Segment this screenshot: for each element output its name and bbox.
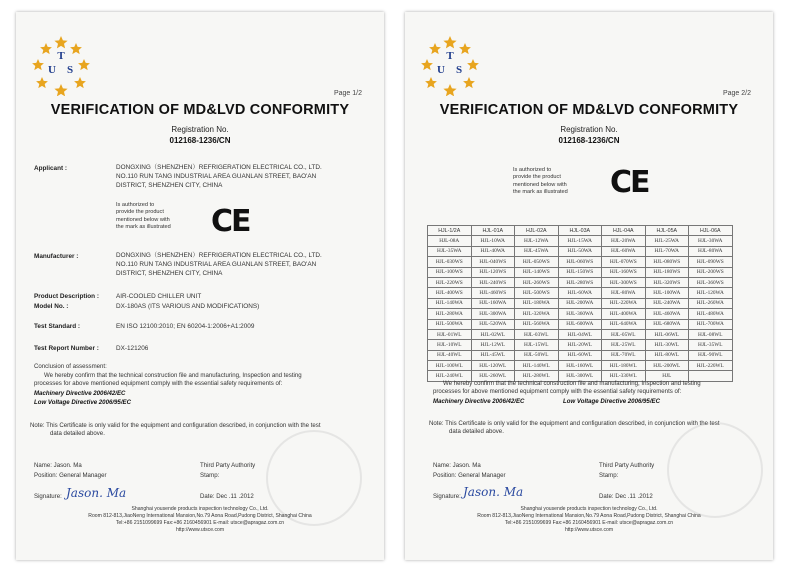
machinery-directive: Machinery Directive 2006/42/EC — [34, 390, 126, 397]
manufacturer-label: Manufacturer : — [34, 253, 79, 260]
registration-label: Registration No. — [560, 125, 618, 134]
model-table-row — [428, 309, 733, 319]
model-cell: HJL-500WS — [515, 288, 559, 298]
model-cell: HJL-140WL — [515, 361, 559, 371]
star-ring-icon — [32, 36, 90, 96]
model-cell: HJL-260WS — [515, 277, 559, 287]
model-cell: HJL-120WS — [471, 267, 515, 277]
model-cell: HJL-060WS — [558, 257, 602, 267]
model-cell: HJL-300WA — [471, 309, 515, 319]
model-cell: HJL-45WL — [471, 350, 515, 360]
manufacturer-line: NO.110 RUN TANG INDUSTRIAL AREA GUANLAN STREET, BAO'AN — [116, 261, 317, 268]
model-cell: HJL-100WL — [428, 361, 472, 371]
logo-letter-t: T — [446, 50, 454, 62]
applicant-line: DONGXING（SHENZHEN）REFRIGERATION ELECTRICAL CO., LTD. — [116, 164, 322, 171]
footer-line: http://www.utsce.com — [175, 527, 225, 533]
model-header-cell: HJL-01A — [471, 226, 515, 236]
model-table-row — [428, 298, 733, 308]
footer-line: Room 812-813,JiaoNeng International Mansion,No.79 Aona Road,Pudong District, Shanghai China — [88, 513, 312, 519]
model-cell: HJL-180WA — [515, 298, 559, 308]
applicant-line: DISTRICT, SHENZHEN CITY, CHINA — [116, 182, 223, 189]
model-cell: HJL-600WA — [558, 319, 602, 329]
ce-mark: CE — [211, 204, 250, 239]
model-table-header-row — [428, 226, 733, 236]
model-cell: HJL-480WA — [689, 309, 733, 319]
tus-star-logo — [419, 34, 481, 96]
footer-line: Room 812-813,JiaoNeng International Mansion,No.79 Aona Road,Pudong District, Shanghai China — [477, 513, 701, 519]
model-table-row — [428, 350, 733, 360]
footer-line: Tel:+86 2151099699 Fax:+86 2160456901 E-mail: utsce@apragaz.com.cn — [504, 520, 674, 526]
registration-label: Registration No. — [171, 125, 229, 134]
model-cell: HJL-160WL — [558, 361, 602, 371]
model-cell: HJL-150WS — [558, 267, 602, 277]
authorization-line: Is authorized to — [116, 202, 155, 208]
model-cell: HJL-260WL — [471, 371, 515, 381]
conclusion-line: We hereby confirm that the technical construction file and manufacturing, Inspection and testing — [443, 380, 701, 387]
note-line: Note: This Certificate is only valid for the equipment and configuration described, in conjunction with the test — [30, 422, 321, 429]
model-header-cell: HJL-02A — [515, 226, 559, 236]
model-cell: HJL-520WA — [471, 319, 515, 329]
model-cell: HJL-260WA — [689, 298, 733, 308]
model-cell: HJL-40WA — [471, 246, 515, 256]
model-cell: HJL-10WA — [471, 236, 515, 246]
note-line: Note: This Certificate is only valid for the equipment and configuration described, in conjunction with the test — [429, 420, 720, 427]
model-cell: HJL-100WS — [428, 267, 472, 277]
low-voltage-directive: Low Voltage Directive 2006/95/EC — [34, 399, 131, 406]
model-cell: HJL-12WA — [515, 236, 559, 246]
tus-star-logo — [30, 34, 92, 96]
model-cell: HJL-25WA — [645, 236, 689, 246]
model-cell: HJL-240WA — [645, 298, 689, 308]
model-cell: HJL-280WS — [558, 277, 602, 287]
model-cell: HJL-70WA — [645, 246, 689, 256]
signer-position: Position: General Manager — [34, 472, 107, 479]
applicant-line: NO.110 RUN TANG INDUSTRIAL AREA GUANLAN STREET, BAO'AN — [116, 173, 317, 180]
model-cell: HJL-80WA — [689, 246, 733, 256]
model-cell: HJL-220WS — [428, 277, 472, 287]
model-cell: HJL-20WA — [602, 236, 646, 246]
model-table-row — [428, 288, 733, 298]
model-cell: HJL-80WL — [645, 350, 689, 360]
registration-number: 012168-1236/CN — [558, 136, 620, 145]
model-cell: HJL-03WL — [515, 329, 559, 339]
model-cell: HJL-560WA — [515, 319, 559, 329]
test-report-value: DX-121206 — [116, 345, 149, 352]
model-cell: HJL-280WA — [428, 309, 472, 319]
certificate-title: VERIFICATION OF MD&LVD CONFORMITY — [50, 102, 350, 118]
model-header-cell: HJL-06A — [689, 226, 733, 236]
model-header-cell: HJL-03A — [558, 226, 602, 236]
model-cell: HJL-320WS — [645, 277, 689, 287]
page-number: Page 1/2 — [333, 90, 362, 97]
model-cell: HJL-15WA — [558, 236, 602, 246]
model-cell: HJL-500WA — [428, 319, 472, 329]
signer-name: Name: Jason. Ma — [34, 462, 82, 469]
signer-name: Name: Jason. Ma — [433, 462, 481, 469]
authorization-line: provide the product — [116, 209, 164, 216]
issuer-footer — [405, 506, 773, 534]
product-description-value: AIR-COOLED CHILLER UNIT — [116, 293, 202, 300]
authorization-text — [513, 167, 568, 197]
logo-letter-u: U — [48, 64, 56, 76]
logo-letter-u: U — [437, 64, 445, 76]
footer-line: http://www.utsce.com — [564, 527, 614, 533]
test-report-label: Test Report Number : — [34, 345, 99, 352]
model-cell: HJL-08WL — [689, 329, 733, 339]
model-cell: HJL-02WL — [471, 329, 515, 339]
model-table-row — [428, 340, 733, 350]
footer-line: Tel:+86 2151099699 Fax:+86 2160456901 E-mail: utsce@apragaz.com.cn — [115, 520, 285, 526]
conclusion-line: processes for above mentioned equipment comply with the essential safety requirements of: — [433, 388, 682, 396]
model-cell: HJL-120WA — [689, 288, 733, 298]
model-cell: HJL-80WA — [602, 288, 646, 298]
model-cell: HJL-01WL — [428, 329, 472, 339]
model-header-cell: HJL-04A — [602, 226, 646, 236]
model-number-label: Model No. : — [34, 303, 69, 310]
model-table-row — [428, 236, 733, 246]
model-cell: HJL-040WS — [471, 257, 515, 267]
model-cell: HJL-240WL — [428, 371, 472, 381]
manufacturer-address — [116, 251, 322, 278]
model-cell: HJL-04WL — [558, 329, 602, 339]
issue-date: Date: Dec .11 .2012 — [200, 493, 254, 500]
footer-line: Shanghai yousende products inspection technology Co., Ltd. — [131, 506, 269, 512]
model-table-body — [428, 226, 733, 382]
footer-line: Shanghai yousende products inspection technology Co., Ltd. — [520, 506, 658, 512]
authorization-line: the mark as illustrated — [116, 224, 171, 231]
model-cell: HJL-330WL — [602, 371, 646, 381]
model-cell: HJL-200WS — [689, 267, 733, 277]
authorization-line: mentioned below with — [513, 181, 567, 188]
model-cell: HJL-050WS — [515, 257, 559, 267]
model-cell: HJL-70WL — [602, 350, 646, 360]
handwritten-signature: Jason. Ma — [463, 485, 524, 499]
model-cell: HJL-280WL — [515, 371, 559, 381]
issuer-footer — [16, 506, 384, 534]
third-party-authority: Third Party Authority — [200, 462, 256, 469]
certificate-title: VERIFICATION OF MD&LVD CONFORMITY — [439, 102, 739, 118]
model-cell: HJL-220WL — [689, 361, 733, 371]
note-line: data detailed above. — [50, 430, 105, 438]
model-cell: HJL-100WA — [645, 288, 689, 298]
model-cell: HJL-300WS — [602, 277, 646, 287]
model-header-cell: HJL-1/2A — [428, 226, 472, 236]
test-standard-value: EN ISO 12100:2010; EN 60204-1:2006+A1:2009 — [116, 323, 255, 330]
model-header-cell: HJL-05A — [645, 226, 689, 236]
model-cell: HJL-50WA — [558, 246, 602, 256]
applicant-label: Applicant : — [34, 165, 68, 172]
model-cell: HJL-45WA — [515, 246, 559, 256]
model-cell: HJL-180WS — [645, 267, 689, 277]
model-cell: HJL-60WA — [602, 246, 646, 256]
model-cell: HJL-300WL — [558, 371, 602, 381]
conclusion-text — [433, 380, 768, 396]
test-standard-label: Test Standard : — [34, 323, 81, 330]
model-cell: HJL-460WA — [645, 309, 689, 319]
model-table-row — [428, 257, 733, 267]
faded-stamp — [667, 422, 763, 518]
note-line: data detailed above. — [449, 428, 504, 436]
model-cell: HJL-60WA — [558, 288, 602, 298]
applicant-address — [116, 163, 322, 190]
model-number-value: DX-180AS (ITS VARIOUS AND MODIFICATIONS) — [116, 303, 260, 310]
signer-position: Position: General Manager — [433, 472, 506, 479]
star-ring-icon — [421, 36, 479, 96]
logo-letter-t: T — [57, 50, 65, 62]
handwritten-signature: Jason. Ma — [66, 486, 127, 500]
signature-label: Signature: — [34, 493, 62, 500]
logo-letter-s: S — [66, 64, 74, 76]
model-table — [427, 225, 733, 382]
model-cell: HJL-640WA — [602, 319, 646, 329]
model-cell: HJL-08A — [428, 236, 472, 246]
model-table-row — [428, 361, 733, 371]
model-cell: HJL-35WA — [428, 246, 472, 256]
product-description-label: Product Description : — [34, 293, 99, 300]
model-cell: HJL-30WL — [645, 340, 689, 350]
authorization-line: provide the product — [513, 174, 561, 181]
model-cell: HJL-700WA — [689, 319, 733, 329]
model-cell: HJL-160WS — [602, 267, 646, 277]
model-cell: HJL-360WS — [689, 277, 733, 287]
model-cell: HJL-25WL — [602, 340, 646, 350]
model-cell: HJL-140WS — [515, 267, 559, 277]
stamp-label: Stamp: — [200, 472, 220, 479]
conclusion-line: processes for above mentioned equipment comply with the essential safety requirements of: — [34, 380, 283, 388]
model-cell: HJL-60WL — [558, 350, 602, 360]
model-cell: HJL-360WA — [558, 309, 602, 319]
authorization-line: mentioned below with — [116, 216, 170, 223]
signature-label: Signature: — [433, 493, 461, 500]
manufacturer-line: DONGXING（SHENZHEN）REFRIGERATION ELECTRICAL CO., LTD. — [116, 252, 322, 259]
model-cell: HJL-680WA — [645, 319, 689, 329]
model-cell: HJL-200WA — [558, 298, 602, 308]
model-cell: HJL-20WL — [558, 340, 602, 350]
model-table-row — [428, 267, 733, 277]
model-cell: HJL-200WL — [645, 361, 689, 371]
model-cell: HJL-06WL — [645, 329, 689, 339]
authorization-line: the mark as illustrated — [513, 189, 568, 196]
model-cell: HJL-90WL — [689, 350, 733, 360]
conclusion-text — [34, 372, 369, 388]
model-cell: HJL-240WS — [471, 277, 515, 287]
authorization-line: Is authorized to — [513, 167, 552, 173]
model-cell: HJL-070WS — [602, 257, 646, 267]
model-cell: HJL-180WL — [602, 361, 646, 371]
model-cell: HJL-030WS — [428, 257, 472, 267]
manufacturer-line: DISTRICT, SHENZHEN CITY, CHINA — [116, 270, 223, 277]
model-cell: HJL-30WA — [689, 236, 733, 246]
model-cell: HJL-400WS — [428, 288, 472, 298]
model-cell: HJL-320WA — [515, 309, 559, 319]
issue-date: Date: Dec .11 .2012 — [599, 493, 653, 500]
model-cell: HJL-50WL — [515, 350, 559, 360]
low-voltage-directive: Low Voltage Directive 2006/95/EC — [563, 398, 660, 405]
model-cell: HJL-120WL — [471, 361, 515, 371]
model-cell: HJL-080WS — [645, 257, 689, 267]
model-cell: HJL-460WS — [471, 288, 515, 298]
model-cell: HJL — [645, 371, 689, 381]
model-table-row — [428, 329, 733, 339]
model-cell: HJL-10WL — [428, 340, 472, 350]
model-cell: HJL-40WL — [428, 350, 472, 360]
page-number: Page 2/2 — [722, 90, 751, 97]
model-table-row — [428, 319, 733, 329]
model-table-row — [428, 277, 733, 287]
stamp-label: Stamp: — [599, 472, 619, 479]
logo-letter-s: S — [455, 64, 463, 76]
model-cell: HJL-05WL — [602, 329, 646, 339]
authorization-text — [116, 202, 171, 232]
certificate-page-1 — [16, 12, 384, 560]
model-cell: HJL-090WS — [689, 257, 733, 267]
third-party-authority: Third Party Authority — [599, 462, 655, 469]
conclusion-label: Conclusion of assessment: — [34, 363, 107, 370]
model-cell: HJL-160WA — [471, 298, 515, 308]
model-table-row — [428, 246, 733, 256]
model-cell: HJL-12WL — [471, 340, 515, 350]
model-cell: HJL-15WL — [515, 340, 559, 350]
model-cell: HJL-400WA — [602, 309, 646, 319]
conclusion-line: We hereby confirm that the technical construction file and manufacturing, Inspection and testing — [44, 372, 302, 379]
certificate-page-2 — [405, 12, 773, 560]
model-cell: HJL-140WA — [428, 298, 472, 308]
machinery-directive: Machinery Directive 2006/42/EC — [433, 398, 525, 405]
ce-mark: CE — [610, 165, 649, 200]
registration-number: 012168-1236/CN — [169, 136, 231, 145]
model-cell: HJL-35WL — [689, 340, 733, 350]
model-cell: HJL-220WA — [602, 298, 646, 308]
